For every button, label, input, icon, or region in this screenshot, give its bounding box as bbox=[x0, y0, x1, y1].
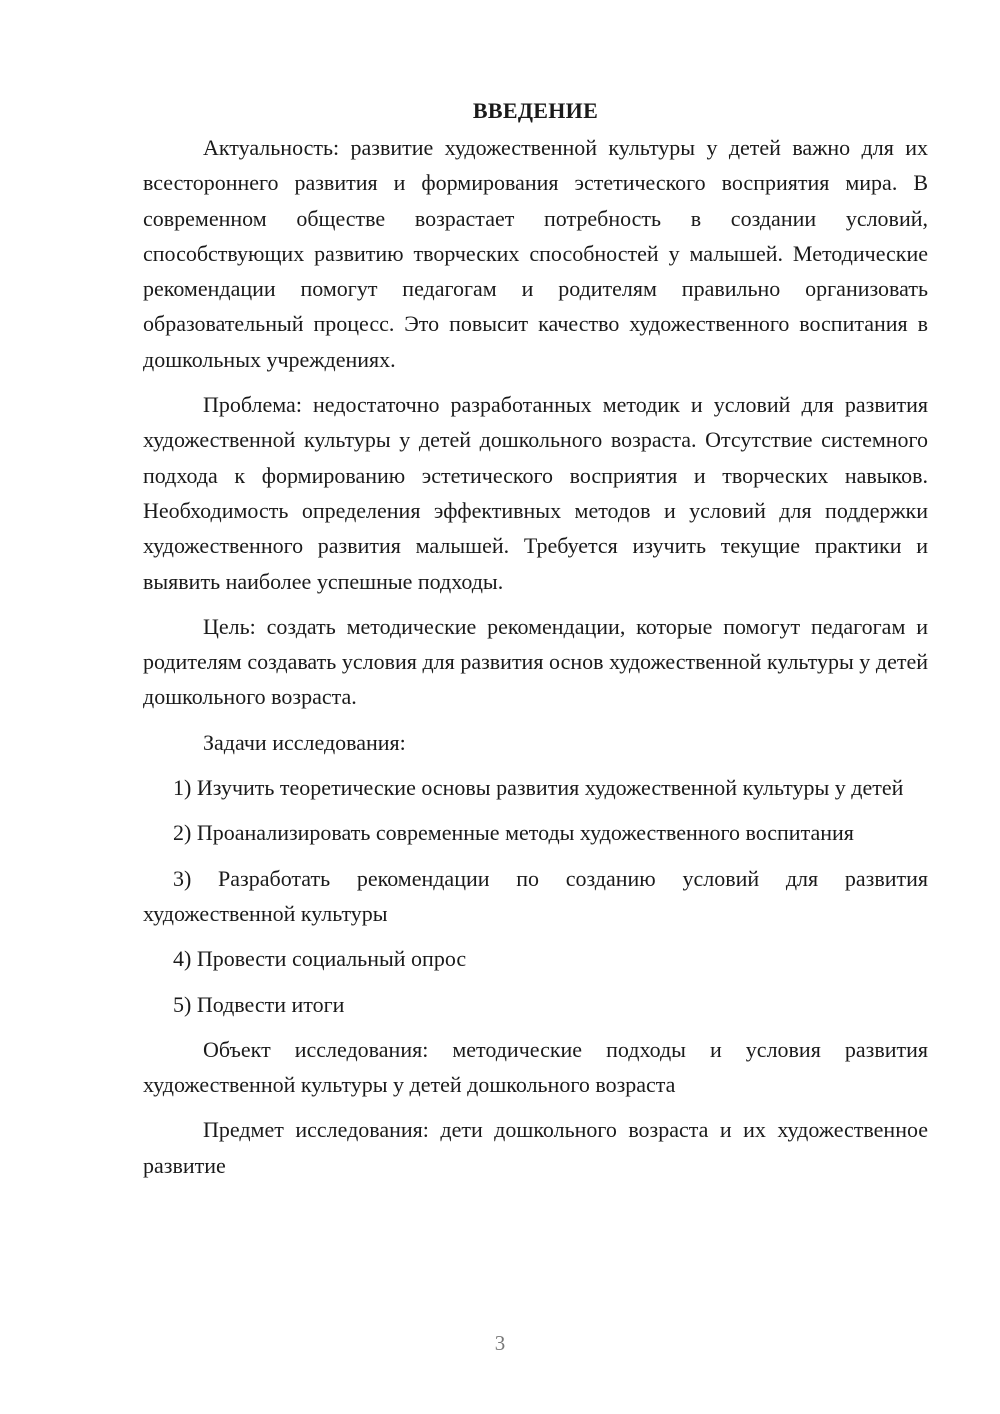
paragraph-goal: Цель: создать методические рекомендации, которые помогут педагогам и родителям создавать условия для развития основ художественной культуры у детей дошкольного возраста. bbox=[143, 613, 928, 710]
paragraph-problem: Проблема: недостаточно разработанных методик и условий для развития художественной культуры у детей дошкольного возраста. Отсутствие системного подхода к формированию эстетического восприятия и творческих навыков. Необходимость определения эффективных методов и условий для поддержки художественного развития малышей. Требуется изучить текущие практики и выявить наиболее успешные подходы. bbox=[143, 392, 928, 594]
list-item-task-3: 3) Разработать рекомендации по созданию условий для развития художественной культуры bbox=[143, 865, 928, 926]
paragraph-subject: Предмет исследования: дети дошкольного возраста и их художественное развитие bbox=[143, 1117, 928, 1178]
page-title: ВВЕДЕНИЕ bbox=[472, 98, 599, 123]
page-number: 3 bbox=[494, 1331, 506, 1355]
paragraph-tasks-heading: Задачи исследования: bbox=[203, 729, 406, 755]
paragraph-relevance: Актуальность: развитие художественной культуры у детей важно для их всестороннего развития и формирования эстетического восприятия мира. В современном обществе возрастает потребность в создании условий, способствующих развитию творческих способностей у малышей. Методические рекомендации помогут педагогам и родителям правильно организовать образовательный процесс. Это повысит качество художественного воспитания в дошкольных учреждениях. bbox=[143, 135, 928, 372]
list-item-task-5: 5) Подвести итоги bbox=[173, 991, 345, 1017]
list-item-task-2: 2) Проанализировать современные методы художественного воспитания bbox=[173, 820, 854, 846]
paragraph-object: Объект исследования: методические подходы и условия развития художественной культуры у детей дошкольного возраста bbox=[143, 1036, 928, 1098]
list-item-task-1: 1) Изучить теоретические основы развития художественной культуры у детей bbox=[173, 775, 904, 801]
document-page bbox=[143, 96, 928, 1183]
list-item-task-4: 4) Провести социальный опрос bbox=[173, 946, 467, 972]
